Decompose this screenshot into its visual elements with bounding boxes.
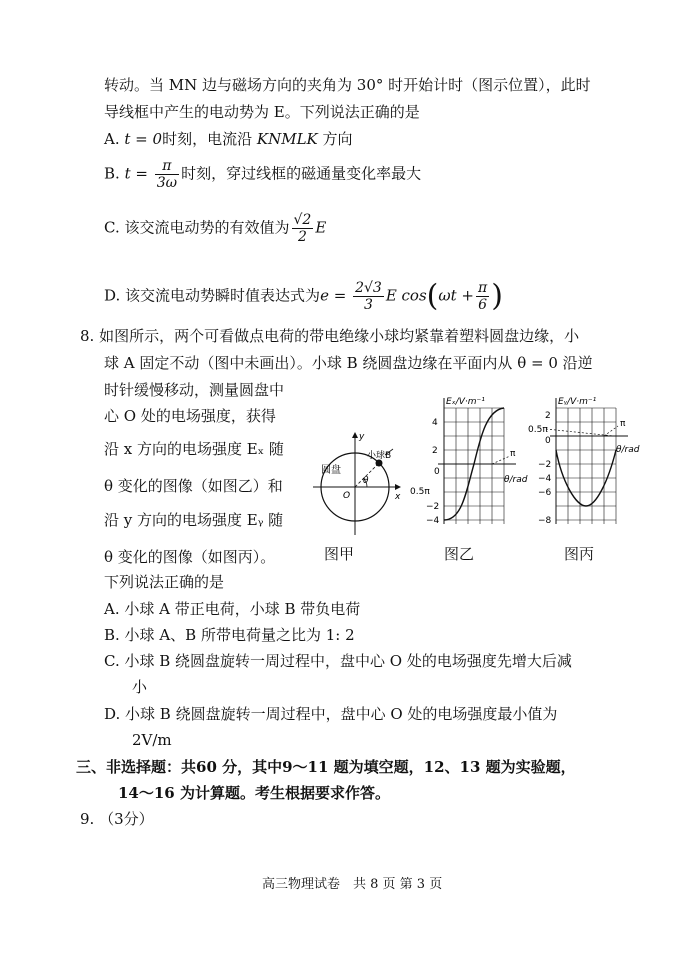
q7-option-d: D. 该交流电动势瞬时值表达式为e = $\frac{2√3}{3}$ E cos(ωt + $\frac{\pi}{6}$ ) (104, 278, 503, 314)
math-t0: t = 0 (124, 130, 163, 148)
denominator: 6 (478, 297, 488, 313)
caption-yi: 图乙 (444, 545, 475, 563)
q8-line-9: 下列说法正确的是 (104, 573, 225, 591)
q7-option-a (104, 128, 353, 150)
denominator: 3ω (156, 175, 178, 191)
option-label: C. (104, 218, 120, 237)
q9-header: 9. （3分） (80, 810, 154, 828)
q8-line-3: 时针缓慢移动，测量圆盘中 (104, 381, 285, 399)
y-label: y (359, 432, 365, 442)
math-path: KNMLK (256, 130, 318, 148)
intro-line-2: 导线框中产生的电动势为 E。下列说法正确的是 (104, 103, 420, 121)
option-text: 该交流电动势的有效值为 (124, 218, 290, 237)
fraction (353, 280, 384, 313)
ytick-label: −2 (538, 460, 552, 470)
figure-yi (410, 392, 528, 532)
ytick-label: 0 (434, 467, 440, 477)
denominator: 3 (363, 297, 373, 313)
numerator: 2√3 (355, 280, 382, 296)
denominator: 2 (297, 229, 307, 245)
ytick-label: −4 (426, 516, 440, 526)
option-label: A. (104, 130, 120, 148)
q7-option-b (104, 158, 421, 191)
half-pi-label: 0.5π (528, 425, 548, 435)
y-axis-label: Eᵧ/V·m⁻¹ (558, 397, 597, 407)
ytick-label: 2 (432, 446, 438, 456)
q8-line-8: θ 变化的图像（如图丙）。 (104, 548, 276, 566)
option-tail: 方向 (322, 130, 353, 148)
option-text: 时刻，穿过线框的磁通量变化率最大 (181, 164, 422, 183)
numerator: π (478, 280, 488, 296)
intro-line-1: 转动。当 MN 边与磁场方向的夹角为 30° 时开始计时（图示位置），此时 (104, 76, 591, 94)
ytick-label: 2 (545, 411, 551, 421)
section3-line-2: 14～16 为计算题。考生根据要求作答。 (118, 784, 390, 802)
math-e: E (315, 218, 327, 237)
math-e: e = (320, 286, 347, 305)
ytick-label: 4 (432, 418, 438, 428)
math-arg: ωt + (438, 286, 474, 305)
section3-line-1: 三、非选择题：共60 分，其中9～11 题为填空题，12、13 题为实验题， (76, 758, 576, 776)
option-text: 该交流电动势瞬时值表达式为 (125, 286, 321, 305)
q8-line-1: 8. 如图所示，两个可看做点电荷的带电绝缘小球均紧靠着塑料圆盘边缘，小 (80, 327, 580, 345)
pi-label: π (510, 449, 516, 459)
caption-bing: 图丙 (564, 545, 595, 563)
math-t: t = (124, 164, 148, 183)
numerator: √2 (293, 212, 312, 228)
q8-option-c: C. 小球 B 绕圆盘旋转一周过程中，盘中心 O 处的电场强度先增大后减 (104, 652, 572, 670)
pi-leader (492, 456, 510, 464)
ytick-label: −4 (538, 474, 552, 484)
figure-jia (305, 425, 405, 545)
option-label: D. (104, 286, 121, 305)
fraction (476, 280, 489, 313)
x-label: x (395, 492, 401, 502)
q8-option-d: D. 小球 B 绕圆盘旋转一周过程中，盘中心 O 处的电场强度最小值为 (104, 705, 558, 723)
ytick-label: −2 (426, 502, 440, 512)
q8-option-b: B. 小球 A、B 所带电荷量之比为 1: 2 (104, 626, 355, 644)
numerator: π (155, 158, 179, 175)
q8-line-6: θ 变化的图像（如图乙）和 (104, 477, 283, 495)
math-ecos: E cos (385, 286, 427, 305)
ball-label: 小球B (367, 451, 392, 461)
option-text: 时刻，电流沿 (162, 130, 253, 148)
q8-option-c-cont: 小 (132, 678, 148, 696)
option-label: B. (104, 164, 120, 183)
q8-line-2: 球 A 固定不动（图中未画出）。小球 B 绕圆盘边缘在平面内从 θ = 0 沿逆 (104, 354, 593, 372)
origin-label: O (343, 491, 351, 501)
x-axis-label: θ/rad (504, 475, 528, 485)
q7-option-c (104, 212, 326, 245)
ytick-label: −8 (538, 516, 552, 526)
theta-label: θ (363, 476, 369, 486)
q8-line-4: 心 O 处的电场强度，获得 (104, 407, 276, 425)
pi-label: π (620, 419, 626, 429)
q8-option-a: A. 小球 A 带正电荷，小球 B 带负电荷 (104, 600, 361, 618)
q8-line-5: 沿 x 方向的电场强度 Eₓ 随 (104, 440, 284, 458)
q8-option-d-cont: 2V/m (132, 731, 172, 749)
y-axis-label: Eₓ/V·m⁻¹ (446, 397, 485, 407)
half-pi-label: 0.5π (410, 487, 430, 497)
ytick-label: 0 (545, 436, 551, 446)
fraction (155, 158, 179, 191)
ytick-label: −6 (538, 488, 552, 498)
x-axis-label: θ/rad (616, 445, 640, 455)
figure-bing (528, 392, 640, 532)
page-footer: 高三物理试卷 共 8 页 第 3 页 (262, 877, 443, 892)
q8-line-7: 沿 y 方向的电场强度 Eᵧ 随 (104, 511, 284, 529)
disk-label: 圆盘 (321, 465, 341, 476)
fraction (292, 212, 314, 245)
caption-jia: 图甲 (324, 545, 355, 563)
